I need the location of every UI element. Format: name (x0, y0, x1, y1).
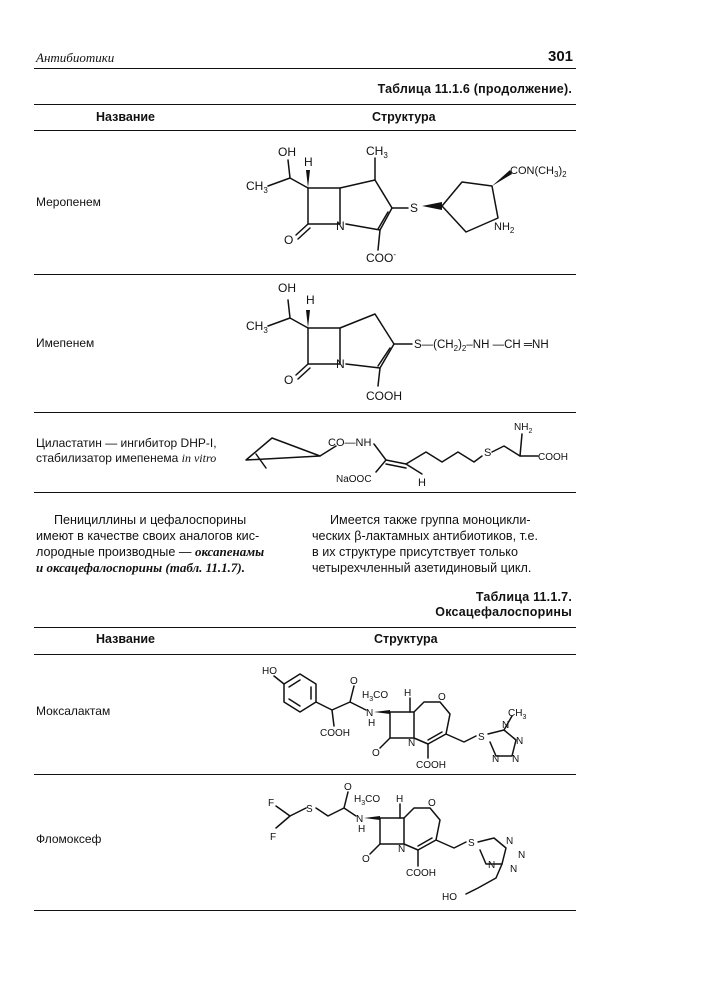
atom-label: O (284, 233, 294, 247)
atom-label: $H_3CO$ (354, 794, 381, 807)
atom-label: N (366, 708, 374, 719)
text-line: и оксацефалоспорины (табл. 11.1.7). (36, 560, 246, 575)
table2-bottom-rule (34, 910, 576, 911)
atom-label: H (404, 688, 412, 699)
bond (290, 808, 306, 816)
table2-caption-line1: Таблица 11.1.7. (475, 590, 572, 604)
meropenem-structure (230, 138, 580, 270)
atom-label: N (488, 860, 496, 871)
wedge (374, 710, 390, 714)
bond (316, 686, 354, 710)
row-name-moxalactam: Моксалактам (36, 704, 111, 718)
table2-col-name: Название (96, 632, 156, 646)
side-chain-label: $S—(CH_2)_2-NH$ —CH ═NH (414, 339, 549, 353)
atom-label: N (408, 738, 416, 749)
atom-label: COOH (416, 760, 446, 771)
atom-label: $CH_3$ (246, 179, 268, 195)
bond (370, 844, 380, 854)
bond (520, 434, 522, 456)
bond (380, 818, 404, 844)
double-bond (386, 464, 406, 468)
atom-label: H (368, 718, 376, 729)
bond (298, 368, 310, 379)
moxalactam-structure (250, 658, 550, 772)
bond (288, 300, 290, 318)
wedge (492, 170, 512, 186)
atom-label: O (362, 854, 370, 865)
bond (492, 446, 538, 456)
table2-row-rule (34, 774, 576, 775)
bond (378, 230, 380, 250)
atom-label: N (506, 836, 514, 847)
bond (298, 228, 310, 239)
paragraph-left (36, 512, 294, 576)
atom-label: F (268, 798, 275, 809)
bond (340, 180, 392, 230)
bond (276, 806, 290, 828)
bond (390, 712, 414, 738)
cilastatin-structure (236, 416, 576, 490)
atom-label: O (372, 748, 380, 759)
atom-label: H (396, 794, 404, 805)
atom-label: S (410, 201, 419, 215)
atom-label: H (306, 293, 315, 307)
bond (332, 710, 334, 726)
bond (340, 314, 394, 368)
atom-label: N (512, 754, 520, 765)
bond (442, 182, 498, 232)
bond (380, 738, 390, 748)
text-line: имеют в качестве своих аналогов кис- (36, 529, 260, 543)
bond (466, 864, 502, 894)
table1-col-structure: Структура (372, 110, 436, 124)
table1-row-rule (34, 412, 576, 413)
double-bond (428, 732, 442, 740)
atom-label: O (344, 782, 352, 793)
bond (374, 444, 406, 464)
atom-label: S (478, 732, 485, 743)
table2-head-rule (34, 654, 576, 655)
bond (296, 224, 308, 235)
atom-label: COOH (538, 452, 568, 463)
page-number: 301 (548, 48, 574, 65)
atom-label: NaOOC (336, 474, 372, 485)
table1-head-rule (34, 130, 576, 131)
atom-label: S (484, 447, 492, 459)
double-bond (378, 212, 388, 229)
bond (289, 680, 311, 706)
bond (296, 364, 308, 375)
running-title: Антибиотики (36, 50, 115, 65)
atom-label: N (518, 850, 526, 861)
atom-label: OH (278, 281, 296, 295)
text-line: в их структуре присутствует только (312, 545, 518, 559)
atom-label: H (358, 824, 366, 835)
bond (378, 368, 380, 386)
bond (274, 676, 284, 684)
table1-bottom-rule (34, 492, 576, 493)
bond (268, 318, 308, 328)
atom-label: S (306, 804, 313, 815)
atom-label: COOH (406, 868, 436, 879)
atom-label: $NH_2$ (494, 221, 515, 235)
bond (350, 702, 366, 710)
atom-label: N (516, 736, 524, 747)
atom-label: HO (442, 892, 457, 903)
atom-label: COOH (320, 728, 350, 739)
atom-label: O (438, 692, 446, 703)
row-name-flomoxef: Фломоксеф (36, 832, 102, 846)
bond (376, 460, 386, 472)
atom-label: O (350, 676, 358, 687)
wedge (422, 202, 442, 210)
text-line: четырехчленный азетидиновый цикл. (312, 561, 532, 575)
atom-label: $CH_3$ (366, 144, 388, 160)
atom-label: H (304, 155, 313, 169)
cilastatin-name-line1: Циластатин — ингибитор DHP-I, (36, 436, 217, 450)
wedge (364, 816, 380, 820)
text-line: ческих β-лактамных антибиотиков, т.е. (312, 529, 538, 543)
bond (406, 452, 482, 474)
table1-caption: Таблица 11.1.6 (продолжение). (377, 82, 572, 96)
atom-label: O (284, 373, 294, 387)
bond (288, 160, 290, 178)
bond (256, 454, 266, 468)
atom-label: $CH_3$ (508, 708, 527, 721)
atom-label: F (270, 832, 277, 843)
row-name-cilastatin (36, 436, 217, 466)
cilastatin-name-line2: стабилизатор имепенема (36, 451, 179, 465)
table2-caption-line2: Оксацефалоспорины (435, 605, 572, 619)
header-rule (34, 68, 576, 69)
atom-label: COO- (366, 250, 397, 265)
atom-label: $H_3CO$ (362, 690, 389, 703)
atom-label: H (418, 477, 426, 489)
atom-label: S (468, 838, 475, 849)
table2-col-structure: Структура (374, 632, 438, 646)
atom-label: $NH_2$ (514, 422, 533, 435)
atom-label: N (510, 864, 518, 875)
table2-top-rule (34, 627, 576, 628)
row-name-imipenem: Имепенем (36, 336, 95, 350)
table1-col-name: Название (96, 110, 156, 124)
bond (316, 792, 348, 816)
cilastatin-name-italic: in vitro (181, 451, 217, 465)
imipenem-structure (230, 278, 580, 408)
text-line: Имеется также группа моноцикли- (330, 513, 531, 527)
bond (436, 840, 466, 848)
atom-label: HO (262, 666, 277, 677)
atom-label: COOH (366, 389, 402, 403)
paragraph-right (312, 512, 576, 576)
row-name-meropenem: Меропенем (36, 195, 101, 209)
atom-label: CO—NH (328, 437, 372, 449)
bond (344, 808, 356, 816)
bond (446, 734, 476, 742)
atom-label: N (356, 814, 364, 825)
atom-label: N (492, 754, 500, 765)
atom-label: $CH_3$ (246, 319, 268, 335)
bond (268, 178, 308, 188)
double-bond (418, 838, 432, 846)
atom-label: O (428, 798, 436, 809)
atom-label: N (502, 720, 510, 731)
atom-label: $CON(CH_3)_2$ (510, 165, 567, 179)
atom-label: N (336, 357, 345, 371)
wedge (306, 310, 310, 328)
table1-top-rule (34, 104, 576, 105)
atom-label: N (398, 844, 406, 855)
atom-label: OH (278, 145, 296, 159)
text-line: лородные производные — оксапенамы (36, 544, 265, 559)
bond (488, 730, 516, 756)
atom-label: N (336, 219, 345, 233)
flomoxef-structure (256, 778, 556, 908)
table1-row-rule (34, 274, 576, 275)
text-line: Пенициллины и цефалоспорины (54, 513, 247, 527)
wedge (306, 170, 310, 188)
double-bond (378, 348, 390, 366)
